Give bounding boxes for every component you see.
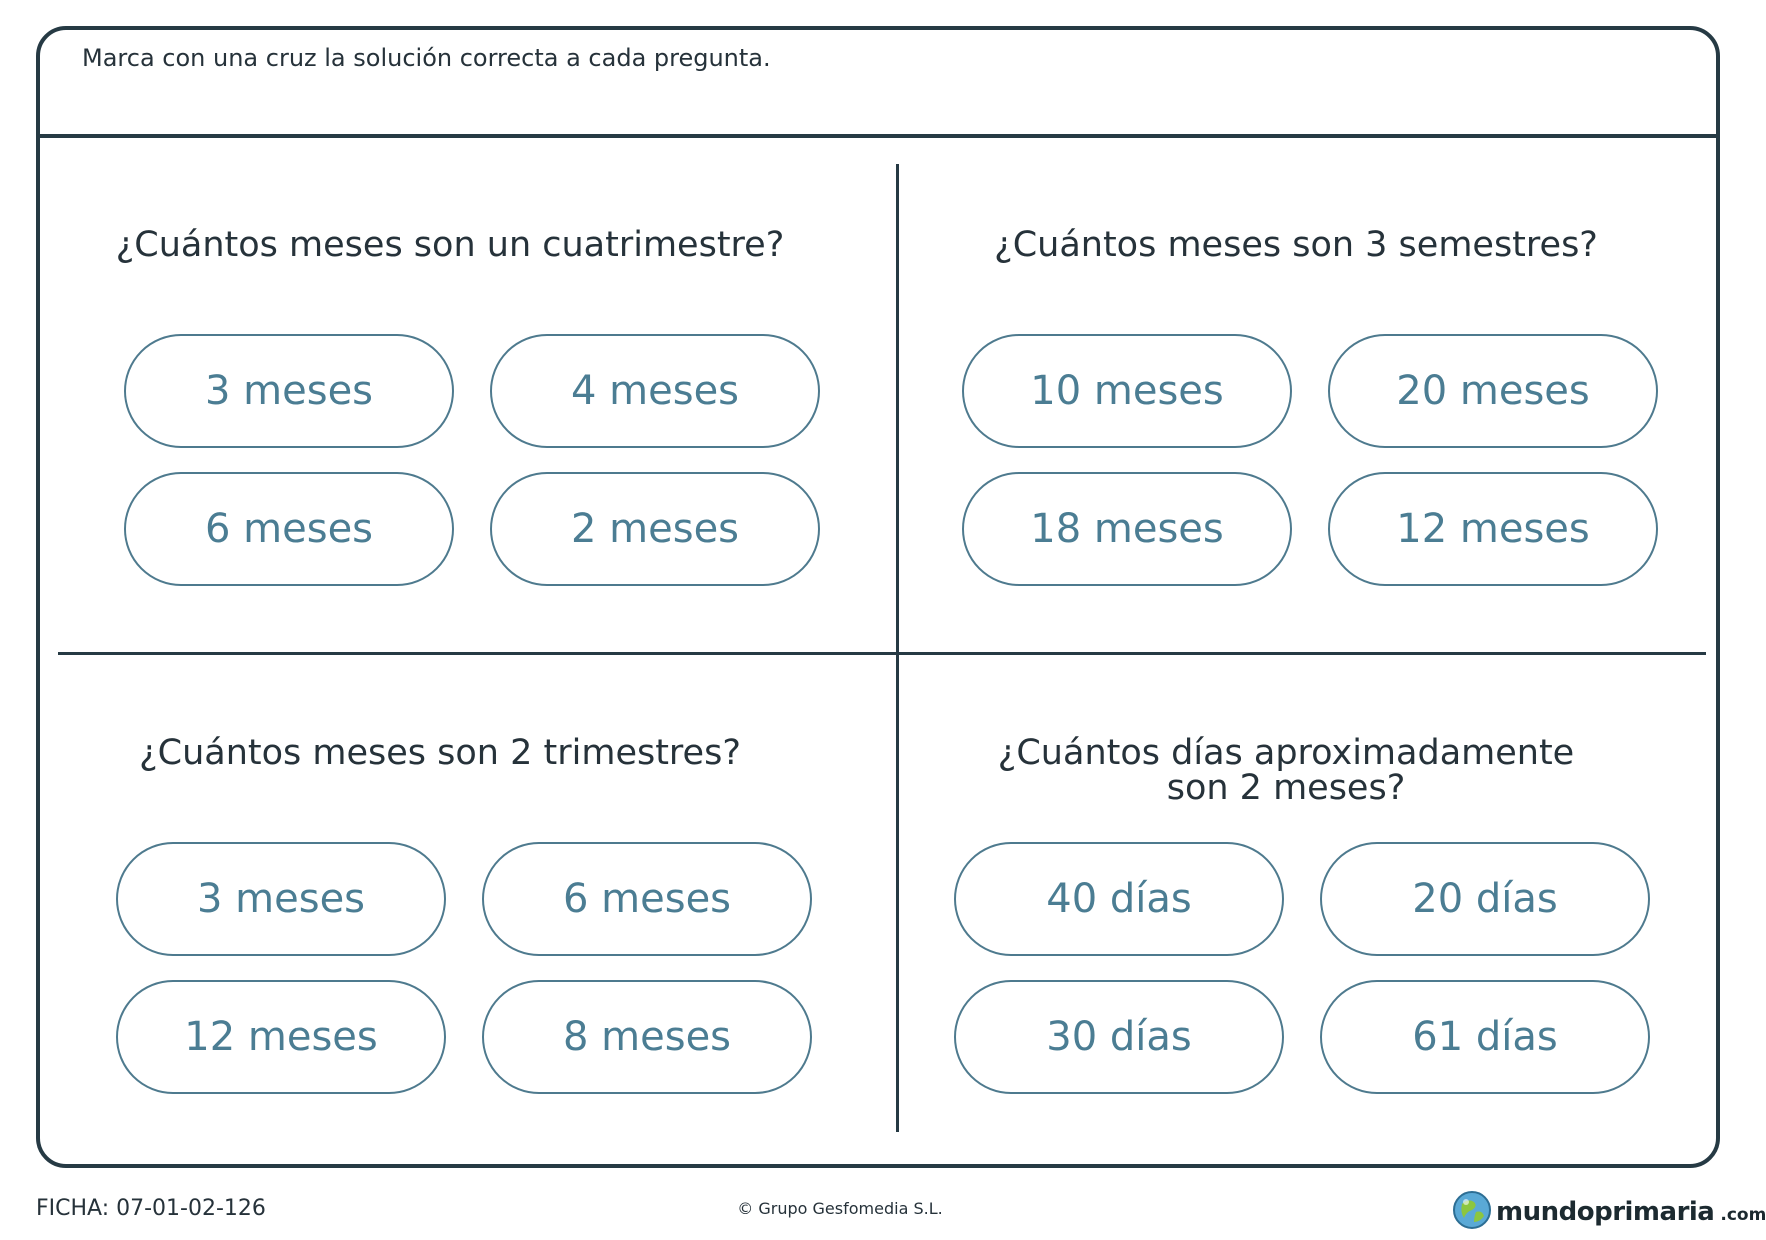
q3-option-4[interactable]: 8 meses [482,980,812,1094]
q2-option-1[interactable]: 10 meses [962,334,1292,448]
question-2-options [962,334,1658,586]
q2-option-3[interactable]: 18 meses [962,472,1292,586]
q4-option-2[interactable]: 20 días [1320,842,1650,956]
q3-option-2[interactable]: 6 meses [482,842,812,956]
q4-option-3[interactable]: 30 días [954,980,1284,1094]
q1-option-2[interactable]: 4 meses [490,334,820,448]
logo-tld: .com [1720,1205,1766,1225]
question-2-title [946,225,1646,265]
q3-option-1[interactable]: 3 meses [116,842,446,956]
header-divider [40,134,1716,138]
question-4-line-2: son 2 meses? [1166,768,1406,808]
question-3-title [100,733,780,773]
q2-option-2[interactable]: 20 meses [1328,334,1658,448]
q1-option-4[interactable]: 2 meses [490,472,820,586]
question-1-title [100,225,800,265]
question-1-line-1: ¿Cuántos meses son un cuatrimestre? [115,225,785,265]
logo-name: mundoprimaria [1496,1197,1715,1227]
q4-option-1[interactable]: 40 días [954,842,1284,956]
mundoprimaria-logo [1452,1190,1766,1234]
horizontal-divider [58,652,1706,655]
q3-option-3[interactable]: 12 meses [116,980,446,1094]
question-4-line-1: ¿Cuántos días aproximadamente [997,733,1575,773]
question-3-options [116,842,812,1094]
question-3-line-1: ¿Cuántos meses son 2 trimestres? [139,733,741,773]
question-1-options [124,334,820,586]
globe-icon [1452,1190,1492,1234]
q4-option-4[interactable]: 61 días [1320,980,1650,1094]
worksheet-frame [36,26,1720,1168]
question-4-title [946,733,1626,808]
instruction-text: Marca con una cruz la solución correcta a cada pregunta. [82,44,771,72]
q1-option-1[interactable]: 3 meses [124,334,454,448]
q1-option-3[interactable]: 6 meses [124,472,454,586]
vertical-divider [896,164,899,1132]
ficha-code: FICHA: 07-01-02-126 [36,1196,266,1221]
copyright-text: © Grupo Gesfomedia S.L. [737,1199,943,1218]
question-2-line-1: ¿Cuántos meses son 3 semestres? [994,225,1598,265]
q2-option-4[interactable]: 12 meses [1328,472,1658,586]
question-4-options [954,842,1650,1094]
